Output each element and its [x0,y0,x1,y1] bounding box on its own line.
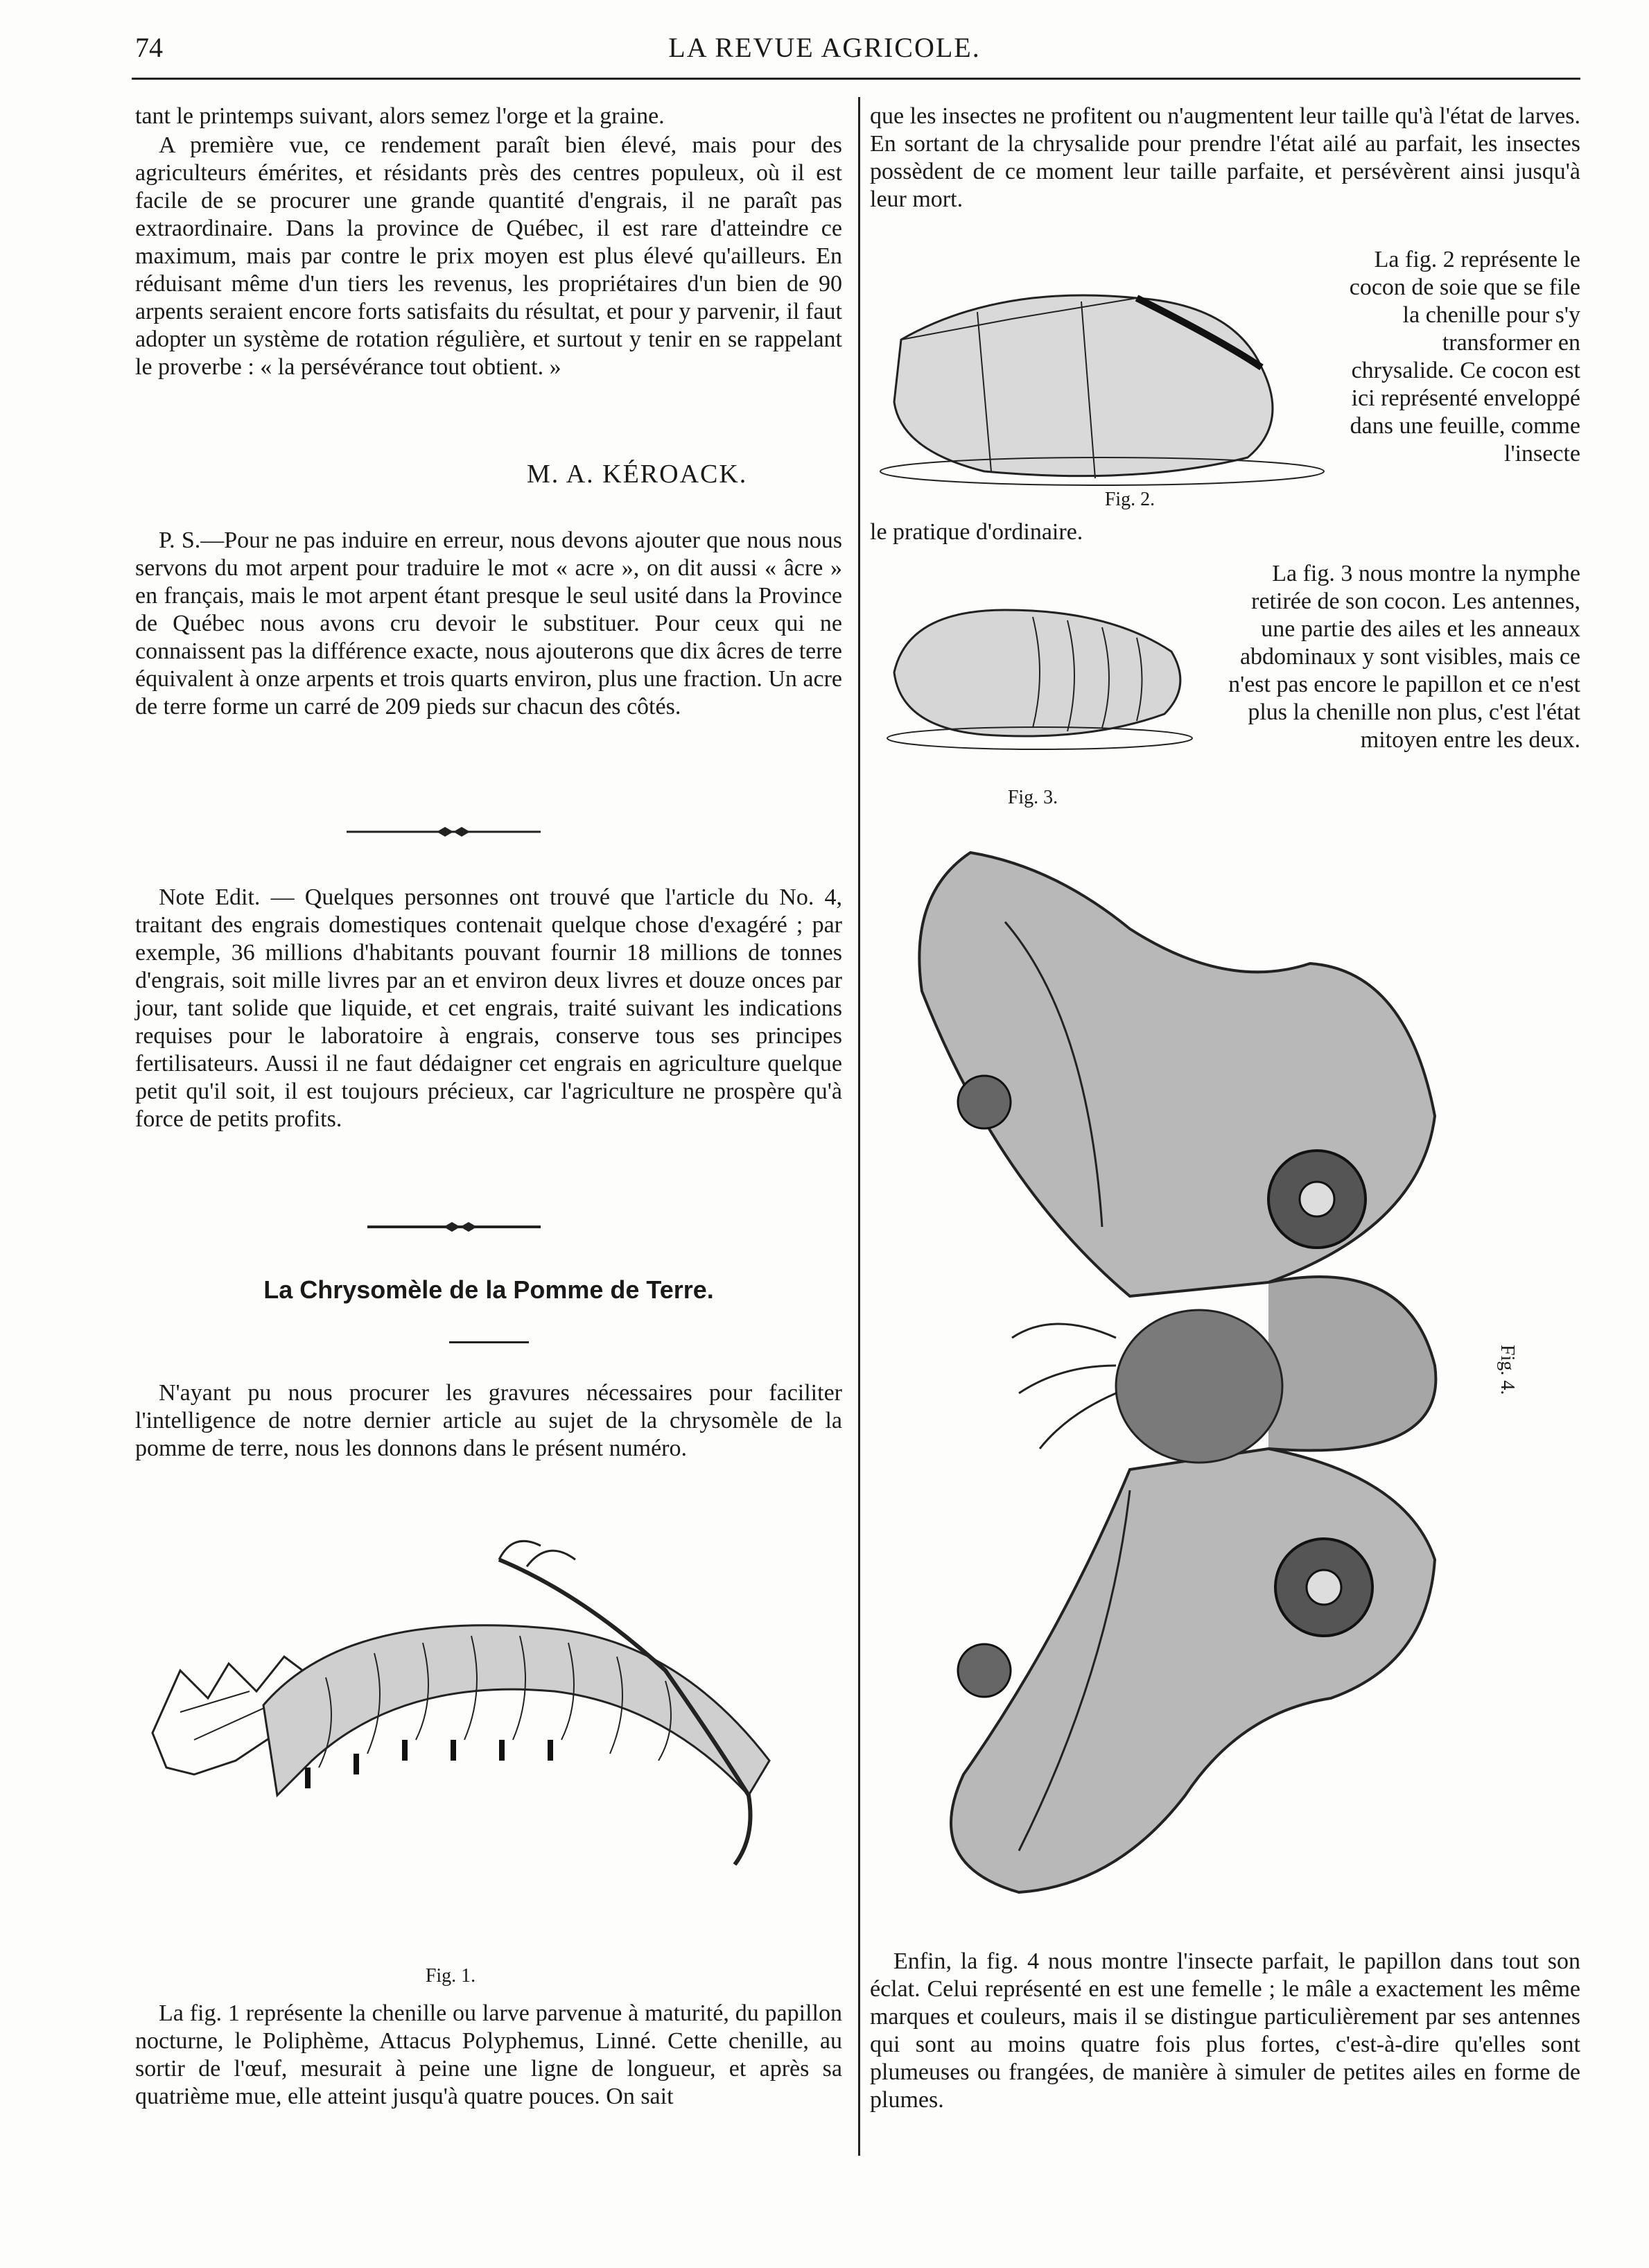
fig3-pupa-illustration [880,589,1206,756]
fig2-paragraph: La fig. 2 représente le cocon de soie que se file la chenille pour s'y transformer en chrysalide. Ce cocon est ici représenté enveloppé dans une feuille, comme l'insecte [1349,247,1580,466]
running-title: LA REVUE AGRICOLE. [668,32,981,63]
fig4-moth-illustration [880,839,1504,1920]
article-title: La Chrysomèle de la Pomme de Terre. [263,1275,714,1304]
article-intro-paragraph: N'ayant pu nous procurer les gravures nécessaires pour faciliter l'intelligence de notre dernier article au sujet de la chrysomèle de la pomme de terre, nous les donnons dans le présent numéro. [135,1380,842,1461]
header-rule [132,78,1580,80]
right-paragraph-1: que les insectes ne profitent ou n'augmentent leur taille qu'à l'état de larves. En sortant de la chrysalide pour prendre l'état ailé au parfait, les insectes possèdent de ce moment leur taille parfaite, et persévèrent ainsi jusqu'à leur mort. [870,103,1580,212]
fig2-cocoon-illustration [873,263,1331,492]
fig1-caterpillar-illustration [139,1532,846,1892]
author-signature: M. A. KÉROACK. [527,460,748,489]
fig4-caption: Fig. 4. [1497,1345,1518,1395]
left-paragraph-2: A première vue, ce rendement paraît bien élevé, mais pour des agriculteurs émérites, et résidants près des centres populeux, où il est facile de se procurer une grande quantité d'engrais, il ne paraît pas extraordinaire. Dans la province de Québec, il est rare d'atteindre ce maximum, mais par contre le prix moyen est plus élevé qu'ailleurs. En réduisant même d'un tiers les revenus, les propriétaires d'un bien de 90 arpents seraient encore forts satisfaits du résultat, et pour y parvenir, il faut adopter un système de rotation régulière, et surtout y tenir en se rappelant le proverbe : « la persévérance tout obtient. » [135,132,842,380]
editor-note-paragraph: Note Edit. — Quelques personnes ont trouvé que l'article du No. 4, traitant des engrais domestiques contenait quelque chose d'exagéré ; par exemple, 36 millions d'habitants pouvant fournir 18 millions de tonnes d'engrais, soit mille livres par an et environ deux livres et douze onces par jour, tant solide que liquide, et cet engrais, traité suivant les indications requises pour le laboratoire à engrais, conserve tous ses principes fertilisateurs. Aussi il ne faut dédaigner cet engrais en agriculture quelque petit qu'il soit, il est toujours précieux, car l'agriculture ne prospère qu'à force de petits profits. [135,884,842,1132]
fig3-caption: Fig. 3. [1007,787,1058,808]
fig2-continuation: le pratique d'ordinaire. [870,519,1083,545]
fig3-paragraph: La fig. 3 nous montre la nymphe retirée de son cocon. Les antennes, une partie des ailes et les anneaux abdominaux y sont visibles, mais ce n'est pas encore le papillon et ce n'est plus la chenille non plus, c'est l'état mitoyen entre les deux. [1228,561,1580,753]
fig2-caption: Fig. 2. [1104,489,1155,510]
postscript-paragraph: P. S.—Pour ne pas induire en erreur, nous devons ajouter que nous nous servons du mot arpent pour traduire le mot « acre », on dit aussi « âcre » en français, mais le mot arpent étant presque le seul usité dans la Province de Québec nous avons cru devoir le substituer. Pour ceux qui ne connaissent pas la différence exacte, nous ajouterons que dix âcres de terre équivalent à onze arpents et trois quarts environ, plus une fraction. Un acre de terre forme un carré de 209 pieds sur chacun des côtés. [135,527,842,719]
page-number: 74 [135,32,163,63]
fig4-paragraph: Enfin, la fig. 4 nous montre l'insecte parfait, le papillon dans tout son éclat. Celui représenté en est une femelle ; le mâle a exactement les même marques et couleurs, mais il se distingue particulièrement par ses antennes qui sont au moins quatre fois plus fortes, c'est-à-dire qu'elles sont plumeuses ou frangées, de manière à simuler de petites ailes en forme de plumes. [870,1948,1580,2113]
ornamental-divider-1 [333,821,555,842]
fig1-caption: Fig. 1. [425,1965,476,1987]
ornamental-divider-2 [360,1216,548,1237]
fig1-paragraph: La fig. 1 représente la chenille ou larve parvenue à maturité, du papillon nocturne, le Poliphème, Attacus Polyphemus, Linné. Cette chenille, au sortir de l'œuf, mesurait à peine une ligne de longueur, et après sa quatrième mue, elle atteint jusqu'à quatre pouces. On sait [135,2000,842,2109]
left-paragraph-1: tant le printemps suivant, alors semez l'orge et la graine. [135,103,665,129]
title-rule [449,1341,529,1343]
column-divider [858,97,860,2156]
